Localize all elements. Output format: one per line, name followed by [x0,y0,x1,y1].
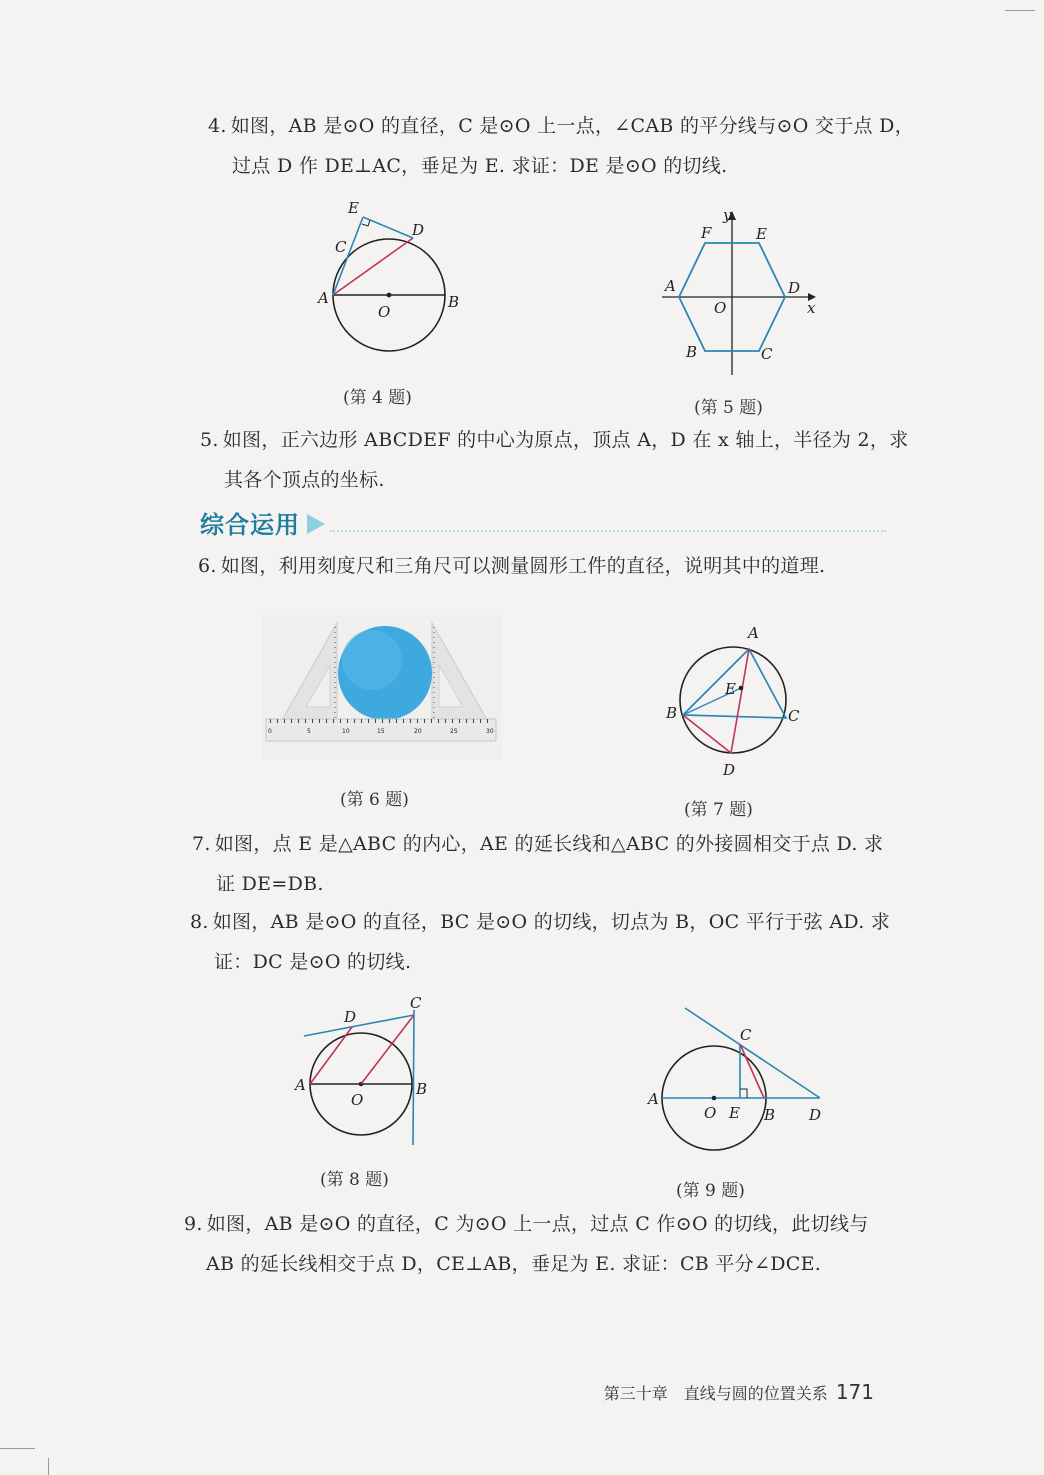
problem-9-line-2: AB 的延长线相交于点 D，CE⊥AB，垂足为 E. 求证：CB 平分∠DCE. [206,1253,822,1275]
fig6-tick-25: 25 [450,728,458,735]
problem-8-line-1: 8. 如图，AB 是⊙O 的直径，BC 是⊙O 的切线，切点为 B，OC 平行于弦 AD. 求 [190,911,891,933]
problem-9-line-1: 9. 如图，AB 是⊙O 的直径，C 为⊙O 上一点，过点 C 作⊙O 的切线，此切线与 [184,1213,869,1235]
problem-6 [198,546,825,586]
fig6-tick-0: 0 [268,728,272,735]
fig7-line-bd [683,715,731,753]
fig4-label-a: A [318,289,329,307]
fig9-center-dot [712,1096,717,1101]
fig8-label-o: O [351,1091,364,1109]
page-number: 171 [835,1380,874,1404]
fig8-label-b: B [416,1080,428,1098]
fig7-label-d: D [723,761,736,779]
fig9-label-e: E [729,1104,740,1122]
page-footer [604,1380,874,1404]
caption-fig4: (第 4 题) [343,388,412,408]
fig4-label-d: D [412,221,425,239]
fig7-label-a: A [748,624,759,642]
fig8-tangent-bc [413,1010,414,1145]
problem-5-line-1: 5. 如图，正六边形 ABCDEF 的中心为原点，顶点 A，D 在 x 轴上，半径为 2，求 [200,429,909,451]
fig5-label-o: O [714,299,727,317]
fig9-label-a: A [648,1090,659,1108]
figure-4 [310,195,480,370]
fig4-label-o: O [378,303,391,321]
fig9-label-b: B [764,1106,776,1124]
fig4-label-c: C [335,238,347,256]
fig6-tick-20: 20 [414,728,422,735]
caption-fig6: (第 6 题) [340,790,409,810]
fig9-label-c: C [740,1026,752,1044]
corner-mark-bottom-left-h [0,1448,35,1449]
problem-8-line-2: 证：DC 是⊙O 的切线. [214,951,412,973]
corner-mark-bottom-left-v [48,1458,49,1475]
fig6-tick-5: 5 [307,728,311,735]
caption-fig9: (第 9 题) [676,1181,745,1201]
problem-5-line-2: 其各个顶点的坐标. [224,469,385,491]
fig4-line-ed [363,217,413,238]
problem-8 [190,902,890,982]
fig6-tick-15: 15 [377,728,385,735]
fig4-line-ae [333,217,363,295]
fig8-label-d: D [344,1008,357,1026]
problem-4 [208,106,914,186]
caption-fig8: (第 8 题) [320,1170,389,1190]
fig7-label-e: E [725,680,736,698]
fig5-label-a: A [665,277,676,295]
fig5-label-e: E [756,225,767,243]
corner-mark-top-right [1005,10,1035,11]
caption-fig7: (第 7 题) [684,800,753,820]
figure-8 [290,990,440,1150]
fig8-label-c: C [410,994,422,1012]
fig8-line-ad [310,1027,352,1084]
fig6-tick-10: 10 [342,728,350,735]
fig4-label-e: E [348,199,359,217]
problem-7-line-2: 证 DE=DB. [216,873,324,895]
fig9-tangent [685,1008,820,1098]
problem-4-line-2: 过点 D 作 DE⊥AC，垂足为 E. 求证：DE 是⊙O 的切线. [232,155,728,177]
fig5-label-d: D [788,279,801,297]
fig5-label-b: B [686,343,698,361]
fig5-label-x: x [807,299,816,317]
fig7-label-c: C [788,707,800,725]
fig9-right-angle [740,1089,747,1098]
fig4-label-b: B [448,293,460,311]
figure-6 [262,615,502,760]
section-title: 综合运用 [200,511,300,539]
caption-fig5: (第 5 题) [694,398,763,418]
figure-7 [660,620,810,785]
fig4-center-dot [387,293,392,298]
fig9-label-o: O [704,1104,717,1122]
fig7-label-b: B [666,704,678,722]
fig5-label-f: F [701,224,712,242]
problem-7-line-1: 7. 如图，点 E 是△ABC 的内心，AE 的延长线和△ABC 的外接圆相交于点 D. 求 [192,833,884,855]
problem-6-line-1: 6. 如图，利用刻度尺和三角尺可以测量圆形工件的直径，说明其中的道理. [198,555,826,577]
fig4-right-angle [362,220,370,226]
fig8-label-a: A [295,1076,306,1094]
problem-9 [184,1204,869,1284]
fig8-line-oc [361,1015,414,1084]
fig5-label-y: y [723,206,732,224]
fig9-label-d: D [809,1106,822,1124]
figure-5 [652,205,827,380]
problem-5 [200,420,909,500]
figure-9 [640,1000,835,1165]
fig6-ball-highlight [342,630,402,690]
section-divider [330,530,886,532]
problem-4-line-1: 4. 如图，AB 是⊙O 的直径，C 是⊙O 上一点，∠CAB 的平分线与⊙O 交于点 D， [208,115,914,137]
fig7-point-e [739,686,744,691]
section-arrow-icon [307,514,325,534]
fig6-tick-30: 30 [486,728,494,735]
fig5-label-c: C [761,345,773,363]
problem-7 [192,824,883,904]
footer-chapter: 第三十章 直线与圆的位置关系 [603,1384,828,1403]
